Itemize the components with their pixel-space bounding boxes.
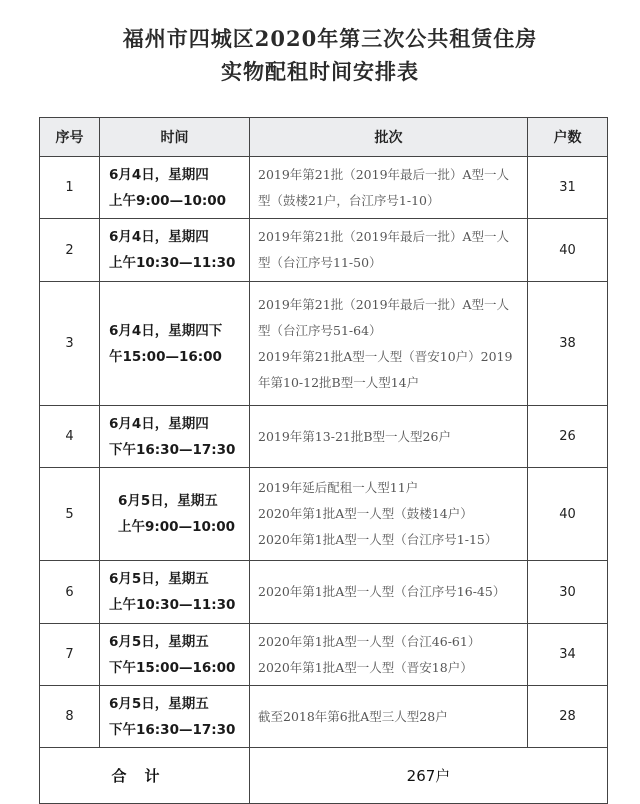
row-batch-line: 2020年第1批A型一人型（台江序号16-45） [258, 584, 506, 599]
row-batch-line: 2019年第21批（2019年最后一批）A型一人 [258, 166, 510, 182]
table-row [40, 406, 608, 468]
row-time: 午15:00—16:00 [109, 348, 222, 365]
row-batch-line: 截至2018年第6批A型三人型28户 [258, 708, 448, 724]
document-title-line-2: 实物配租时间安排表 [221, 59, 419, 84]
row-index: 2 [40, 219, 100, 282]
row-index: 3 [40, 282, 100, 406]
row-count: 38 [528, 282, 608, 406]
table-row [40, 282, 608, 406]
row-batch-line: 型（台江序号11-50） [258, 255, 382, 270]
row-date: 6月5日，星期五 [109, 695, 209, 712]
row-batch-line: 型（台江序号51-64） [258, 322, 382, 338]
row-index: 8 [40, 686, 100, 748]
row-count: 30 [528, 561, 608, 624]
row-count: 40 [528, 219, 608, 282]
row-count: 26 [528, 406, 608, 468]
row-date: 6月5日，星期五 [109, 633, 209, 650]
row-batch-line: 型（鼓楼21户，台江序号1-10） [258, 192, 440, 208]
row-count: 31 [528, 157, 608, 219]
row-date: 6月5日，星期五 [118, 493, 218, 509]
row-index: 7 [40, 624, 100, 686]
row-time: 上午10:30—11:30 [109, 255, 236, 271]
row-count: 34 [528, 624, 608, 686]
table-row [40, 157, 608, 219]
header-count: 户数 [528, 118, 608, 157]
row-batch-line: 2019年第13-21批B型一人型26户 [258, 428, 451, 444]
row-time: 下午16:30—17:30 [109, 441, 236, 458]
row-time: 上午10:30—11:30 [109, 597, 236, 613]
table-row [40, 219, 608, 282]
row-date: 6月4日，星期四 [109, 166, 209, 183]
table-row [40, 686, 608, 748]
row-batch-line: 年第10-12批B型一人型14户 [258, 374, 420, 390]
row-batch-line: 2019年第21批（2019年最后一批）A型一人 [258, 229, 510, 244]
row-index: 5 [40, 468, 100, 561]
header-time: 时间 [100, 118, 250, 157]
row-date: 6月4日，星期四 [109, 415, 209, 432]
row-batch-line: 2020年第1批A型一人型（晋安18户） [258, 659, 473, 675]
table-row [40, 561, 608, 624]
row-index: 4 [40, 406, 100, 468]
row-index: 6 [40, 561, 100, 624]
row-date: 6月4日，星期四 [109, 229, 209, 245]
row-date: 6月5日，星期五 [109, 571, 209, 587]
document-title-line-1: 福州市四城区2020年第三次公共租赁住房 [122, 26, 538, 51]
row-batch-line: 2020年第1批A型一人型（台江序号1-15） [258, 532, 498, 547]
table-row [40, 624, 608, 686]
schedule-table [39, 117, 608, 804]
header-batch: 批次 [250, 118, 528, 157]
row-index: 1 [40, 157, 100, 219]
table-row [40, 468, 608, 561]
row-time: 上午9:00—10:00 [118, 519, 236, 535]
row-time: 下午15:00—16:00 [109, 659, 236, 676]
row-date: 6月4日，星期四下 [109, 322, 223, 339]
table-header-row [40, 118, 608, 157]
header-index: 序号 [40, 118, 100, 157]
row-batch-line: 2019年第21批A型一人型（晋安10户）2019 [258, 348, 513, 364]
total-label: 合计 [40, 748, 250, 804]
row-count: 40 [528, 468, 608, 561]
row-time: 下午16:30—17:30 [109, 721, 236, 738]
total-value: 267户 [250, 748, 608, 804]
row-count: 28 [528, 686, 608, 748]
row-batch-line: 2020年第1批A型一人型（台江46-61） [258, 633, 481, 649]
row-batch-line: 2020年第1批A型一人型（鼓楼14户） [258, 506, 473, 521]
row-batch-line: 2019年延后配租一人型11户 [258, 480, 419, 495]
row-batch-line: 2019年第21批（2019年最后一批）A型一人 [258, 296, 510, 312]
row-time: 上午9:00—10:00 [109, 192, 227, 209]
total-row [40, 748, 608, 804]
